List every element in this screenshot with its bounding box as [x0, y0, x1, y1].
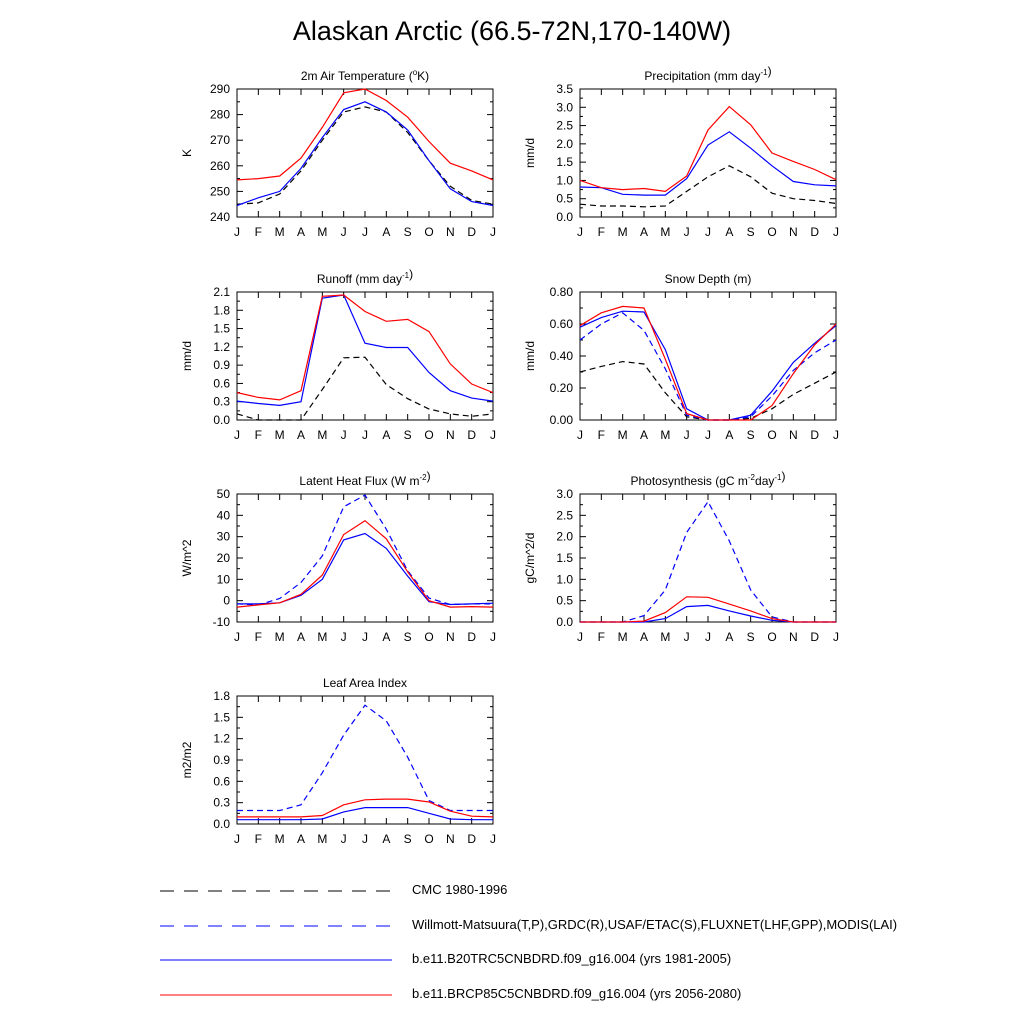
x-tick-label: D — [467, 428, 477, 442]
x-tick-label: N — [445, 225, 455, 239]
y-tick-label: 1.5 — [556, 155, 573, 170]
y-tick-label: 2.1 — [213, 285, 230, 299]
x-tick-label: S — [403, 428, 412, 442]
legend-swatch-obs — [160, 924, 392, 928]
x-tick-label: A — [639, 225, 649, 239]
legend-label: CMC 1980-1996 — [412, 882, 508, 897]
y-tick-label: 3.0 — [556, 487, 573, 501]
y-tick-label: 0.3 — [213, 795, 230, 810]
x-tick-label: S — [746, 630, 755, 644]
y-tick-label: 260 — [209, 158, 230, 173]
y-tick-label: 2.0 — [556, 136, 573, 151]
x-tick-label: J — [362, 428, 368, 442]
legend — [160, 880, 1020, 1018]
x-tick-label: J — [833, 428, 839, 442]
y-axis-label: mm/d — [180, 341, 194, 371]
x-tick-label: M — [617, 225, 628, 239]
x-tick-label: M — [660, 225, 671, 239]
x-tick-label: S — [403, 630, 412, 644]
series-line — [237, 357, 493, 420]
x-tick-label: J — [683, 630, 690, 644]
y-tick-label: 290 — [209, 82, 230, 96]
x-tick-label: A — [382, 630, 391, 644]
panel-title: Latent Heat Flux (W $m^{-2}$) — [299, 469, 431, 488]
panel-title: Precipitation (mm day$^{-1}$) — [644, 64, 772, 83]
series-line — [237, 89, 493, 180]
series-line — [580, 306, 836, 420]
x-tick-label: M — [660, 428, 671, 442]
x-tick-label: J — [340, 225, 347, 239]
x-tick-label: F — [597, 428, 606, 442]
x-tick-label: O — [424, 428, 434, 442]
y-tick-label: 0.9 — [213, 753, 230, 767]
panel-precipitation — [523, 64, 839, 239]
panel-runoff — [180, 267, 496, 442]
series-line — [237, 107, 493, 204]
panel-air-temperature — [180, 68, 496, 239]
figure-title: Alaskan Arctic (66.5-72N,170-140W) — [292, 16, 732, 46]
y-tick-label: 0.60 — [549, 317, 573, 331]
y-tick-label: 0.40 — [549, 349, 573, 363]
legend-swatch-historical — [160, 958, 392, 962]
y-tick-label: 3.5 — [556, 82, 573, 96]
x-tick-label: J — [683, 225, 690, 239]
x-tick-label: J — [577, 630, 583, 644]
y-axis-label: mm/d — [523, 138, 537, 168]
y-tick-label: 1.0 — [556, 572, 573, 587]
x-tick-label: J — [833, 630, 839, 644]
y-tick-label: 0.00 — [549, 413, 573, 427]
y-tick-label: 1.2 — [213, 731, 230, 746]
x-tick-label: J — [490, 225, 496, 239]
x-tick-label: J — [490, 428, 496, 442]
x-tick-label: S — [403, 832, 412, 846]
y-tick-label: 1.0 — [556, 173, 573, 188]
x-tick-label: A — [725, 428, 734, 442]
y-tick-label: 1.2 — [213, 339, 230, 354]
y-tick-label: 250 — [209, 184, 230, 199]
y-tick-label: 1.5 — [213, 321, 230, 336]
x-tick-label: N — [445, 630, 455, 644]
x-tick-label: A — [296, 225, 306, 239]
x-tick-label: J — [705, 630, 711, 644]
panel-title: Photosynthesis (gC $m^{-2}day^{-1}$) — [630, 469, 786, 488]
x-tick-label: F — [254, 428, 263, 442]
y-tick-label: 50 — [216, 487, 230, 501]
x-tick-label: J — [705, 225, 711, 239]
x-tick-label: N — [788, 428, 798, 442]
y-tick-label: 0.5 — [556, 593, 573, 608]
x-tick-label: D — [467, 225, 477, 239]
x-tick-label: M — [660, 630, 671, 644]
x-tick-label: A — [382, 225, 391, 239]
legend-label: Willmott-Matsuura(T,P),GRDC(R),USAF/ETAC(S),FLUXNET(LHF,GPP),MODIS(LAI) — [412, 916, 898, 932]
x-tick-label: F — [254, 832, 263, 846]
x-tick-label: N — [445, 832, 455, 846]
x-tick-label: S — [746, 225, 755, 239]
y-axis-label: gC/m^2/d — [523, 532, 537, 584]
y-tick-label: 0.3 — [213, 394, 230, 409]
y-tick-label: 0.0 — [556, 210, 573, 224]
y-tick-label: 0.0 — [213, 817, 230, 831]
y-tick-label: 1.8 — [213, 689, 230, 703]
x-tick-label: J — [234, 630, 240, 644]
series-line — [580, 311, 836, 420]
x-tick-label: D — [467, 832, 477, 846]
x-tick-label: J — [340, 428, 347, 442]
x-tick-label: F — [254, 225, 263, 239]
x-tick-label: O — [424, 225, 434, 239]
x-tick-label: A — [639, 630, 649, 644]
x-tick-label: M — [617, 428, 628, 442]
plot-frame — [580, 494, 836, 622]
panel-title: Leaf Area Index — [322, 676, 408, 690]
y-axis-label: K — [180, 148, 194, 158]
y-tick-label: 0.80 — [549, 285, 573, 299]
x-tick-label: D — [467, 630, 477, 644]
series-line — [580, 502, 836, 622]
x-tick-label: J — [340, 630, 347, 644]
x-tick-label: D — [810, 225, 820, 239]
legend-label: b.e11.B20TRC5CNBDRD.f09_g16.004 (yrs 1981-2005) — [412, 951, 732, 966]
panel-latent-heat-flux — [180, 469, 496, 644]
legend-item — [160, 880, 1020, 915]
y-tick-label: 2.5 — [556, 508, 573, 523]
x-tick-label: O — [767, 630, 777, 644]
x-tick-label: N — [788, 630, 798, 644]
x-tick-label: D — [810, 630, 820, 644]
x-tick-label: J — [234, 225, 240, 239]
x-tick-label: M — [317, 832, 328, 846]
y-tick-label: 0.0 — [213, 413, 230, 427]
x-tick-label: N — [445, 428, 455, 442]
x-tick-label: A — [296, 832, 306, 846]
x-tick-label: O — [424, 630, 434, 644]
series-line — [237, 534, 493, 605]
legend-item — [160, 984, 1020, 1019]
x-tick-label: J — [362, 832, 368, 846]
x-tick-label: A — [296, 630, 306, 644]
x-tick-label: S — [403, 225, 412, 239]
x-tick-label: A — [296, 428, 306, 442]
series-line — [580, 107, 836, 192]
plot-frame — [237, 696, 493, 824]
legend-item — [160, 915, 1020, 950]
legend-item — [160, 949, 1020, 984]
x-tick-label: M — [317, 225, 328, 239]
y-tick-label: 30 — [216, 529, 230, 544]
x-tick-label: S — [746, 428, 755, 442]
y-tick-label: 1.5 — [213, 710, 230, 725]
plot-frame — [237, 89, 493, 217]
legend-swatch-cmc — [160, 889, 392, 893]
panel-title: Snow Depth (m) — [664, 272, 752, 286]
panel-title: 2m Air Temperature ($^o$K) — [300, 68, 430, 83]
x-tick-label: J — [577, 428, 583, 442]
x-tick-label: A — [725, 630, 734, 644]
plot-frame — [580, 292, 836, 420]
x-tick-label: J — [577, 225, 583, 239]
series-line — [237, 705, 493, 810]
x-tick-label: M — [317, 428, 328, 442]
legend-swatch-rcp85 — [160, 993, 392, 997]
x-tick-label: J — [362, 225, 368, 239]
legend-label: b.e11.BRCP85C5CNBDRD.f09_g16.004 (yrs 2056-2080) — [412, 985, 742, 1001]
x-tick-label: O — [424, 832, 434, 846]
x-tick-label: J — [490, 832, 496, 846]
x-tick-label: A — [725, 225, 734, 239]
x-tick-label: F — [597, 225, 606, 239]
y-tick-label: 0.6 — [213, 376, 230, 391]
x-tick-label: O — [767, 225, 777, 239]
y-tick-label: 270 — [209, 133, 230, 148]
y-tick-label: 0.9 — [213, 358, 230, 373]
series-line — [237, 808, 493, 820]
x-tick-label: M — [274, 832, 285, 846]
x-tick-label: J — [490, 630, 496, 644]
x-tick-label: N — [788, 225, 798, 239]
y-tick-label: 1.5 — [556, 551, 573, 565]
plot-frame — [580, 89, 836, 217]
x-tick-label: M — [274, 630, 285, 644]
y-tick-label: 280 — [209, 107, 230, 122]
y-tick-label: -10 — [212, 615, 230, 629]
y-tick-label: 2.5 — [556, 118, 573, 133]
series-line — [580, 362, 836, 420]
y-tick-label: 0.20 — [549, 381, 573, 395]
y-axis-label: mm/d — [523, 341, 537, 371]
y-tick-label: 0.6 — [213, 774, 230, 789]
y-tick-label: 0.5 — [556, 191, 573, 206]
x-tick-label: D — [810, 428, 820, 442]
y-tick-label: 10 — [216, 572, 230, 587]
y-tick-label: 3.0 — [556, 100, 573, 115]
y-tick-label: 0.0 — [556, 615, 573, 629]
x-tick-label: M — [274, 225, 285, 239]
x-tick-label: J — [340, 832, 347, 846]
x-tick-label: A — [382, 832, 391, 846]
x-tick-label: J — [362, 630, 368, 644]
x-tick-label: M — [274, 428, 285, 442]
x-tick-label: J — [705, 428, 711, 442]
y-tick-label: 20 — [216, 551, 230, 565]
y-tick-label: 40 — [216, 508, 230, 523]
x-tick-label: J — [234, 832, 240, 846]
x-tick-label: J — [833, 225, 839, 239]
y-tick-label: 1.8 — [213, 303, 230, 318]
series-line — [580, 313, 836, 420]
x-tick-label: M — [617, 630, 628, 644]
series-line — [237, 295, 493, 400]
x-tick-label: A — [382, 428, 391, 442]
panel-leaf-area-index — [180, 676, 496, 846]
panel-title: Runoff (mm day$^{-1}$) — [316, 267, 414, 286]
x-tick-label: J — [683, 428, 690, 442]
x-tick-label: J — [234, 428, 240, 442]
panel-photosynthesis — [523, 469, 839, 644]
x-tick-label: F — [597, 630, 606, 644]
y-axis-label: m2/m2 — [180, 741, 194, 779]
series-line — [580, 166, 836, 207]
y-tick-label: 240 — [209, 210, 230, 224]
series-line — [237, 495, 493, 605]
series-line — [237, 102, 493, 206]
y-tick-label: 2.0 — [556, 529, 573, 544]
x-tick-label: A — [639, 428, 649, 442]
y-axis-label: W/m^2 — [180, 539, 194, 577]
x-tick-label: F — [254, 630, 263, 644]
panel-snow-depth — [523, 272, 839, 442]
y-tick-label: 0 — [223, 593, 230, 608]
x-tick-label: O — [767, 428, 777, 442]
x-tick-label: M — [317, 630, 328, 644]
